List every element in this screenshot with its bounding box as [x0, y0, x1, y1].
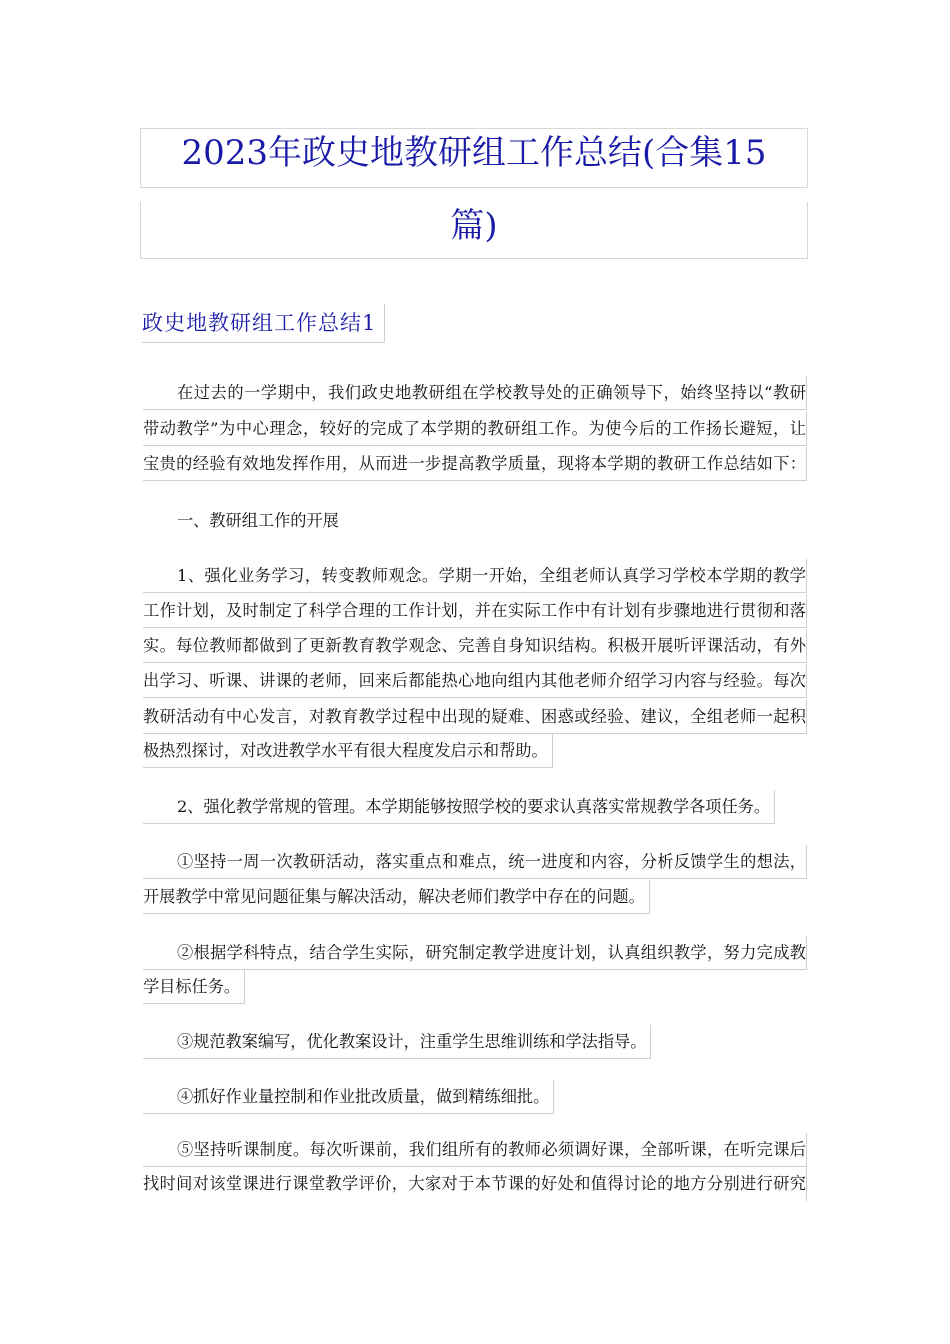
item1-line-2: 工作计划，及时制定了科学合理的工作计划，并在实际工作中有计划有步骤地进行贯彻和落	[143, 594, 807, 628]
sub5-line-2: 找时间对该堂课进行课堂教学评价，大家对于本节课的好处和值得讨论的地方分别进行研究	[143, 1167, 807, 1201]
document-title-text-1: 2023年政史地教研组工作总结(合集15	[181, 133, 767, 173]
sub2-line-2: 学目标任务。	[143, 970, 245, 1004]
document-title-line-1	[140, 128, 808, 188]
sub3-line-1: ③规范教案编写，优化教案设计，注重学生思维训练和学法指导。	[143, 1025, 651, 1059]
intro-line-3: 宝贵的经验有效地发挥作用，从而进一步提高教学质量，现将本学期的教研工作总结如下：	[143, 447, 807, 481]
sub5-line-1: ⑤坚持听课制度。每次听课前，我们组所有的教师必须调好课，全部听课，在听完课后	[143, 1133, 807, 1167]
item1-line-6: 极热烈探讨，对改进教学水平有很大程度发启示和帮助。	[143, 734, 553, 768]
item2-line-1: 2、强化教学常规的管理。本学期能够按照学校的要求认真落实常规教学各项任务。	[143, 790, 775, 824]
section-heading: 政史地教研组工作总结1	[142, 304, 385, 343]
document-title-text-2: 篇)	[450, 206, 498, 246]
item1-line-5: 教研活动有中心发言，对教育教学过程中出现的疑难、困惑或经验、建议，全组老师一起积	[143, 700, 807, 734]
item1-line-3: 实。每位教师都做到了更新教育教学观念、完善自身知识结构。积极开展听评课活动，有外	[143, 629, 807, 663]
sub2-line-1: ②根据学科特点，结合学生实际，研究制定教学进度计划，认真组织教学，努力完成教	[143, 936, 807, 970]
intro-line-2: 带动教学”为中心理念，较好的完成了本学期的教研组工作。为使今后的工作扬长避短，让	[143, 412, 807, 446]
item1-line-4: 出学习、听课、讲课的老师，回来后都能热心地向组内其他老师介绍学习内容与经验。每次	[143, 664, 807, 698]
sub1-line-1: ①坚持一周一次教研活动，落实重点和难点，统一进度和内容，分析反馈学生的想法，	[143, 845, 807, 879]
intro-line-1: 在过去的一学期中，我们政史地教研组在学校教导处的正确领导下，始终坚持以“教研	[143, 376, 807, 410]
sub4-line-1: ④抓好作业量控制和作业批改质量，做到精练细批。	[143, 1080, 554, 1114]
sub1-line-2: 开展教学中常见问题征集与解决活动，解决老师们教学中存在的问题。	[143, 880, 650, 914]
document-title-line-2	[140, 202, 808, 259]
item1-line-1: 1、强化业务学习，转变教师观念。学期一开始，全组老师认真学习学校本学期的教学	[143, 559, 807, 593]
part1-heading: 一、教研组工作的开展	[177, 511, 339, 530]
